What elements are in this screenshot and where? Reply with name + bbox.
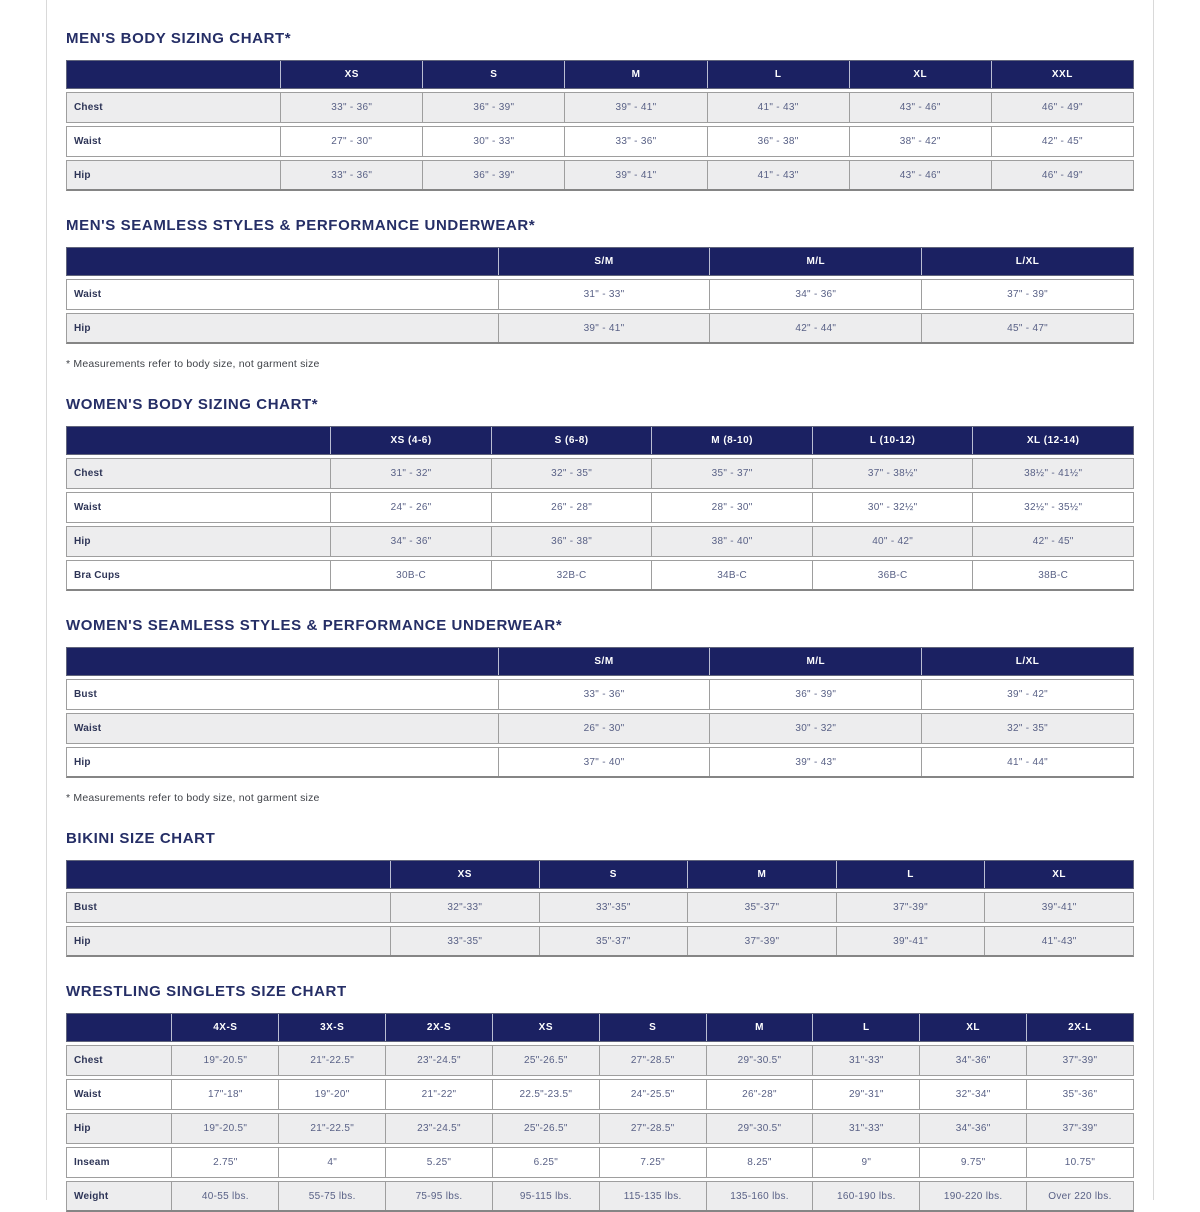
size-cell: 42" - 44": [709, 314, 921, 342]
size-cell: 55-75 lbs.: [278, 1182, 385, 1210]
size-cell: 95-115 lbs.: [492, 1182, 599, 1210]
size-cell: 40-55 lbs.: [171, 1182, 278, 1210]
size-cell: 25"-26.5": [492, 1114, 599, 1143]
column-header: L: [836, 861, 985, 888]
size-cell: 36B-C: [812, 561, 973, 589]
size-cell: 38½" - 41½": [972, 459, 1133, 488]
table-row: [66, 1181, 1134, 1212]
size-cell: 22.5"-23.5": [492, 1080, 599, 1109]
size-cell: 9": [812, 1148, 919, 1177]
table-header-row: [66, 647, 1134, 676]
table-header-row: [66, 60, 1134, 89]
row-label: Inseam: [74, 1157, 110, 1168]
size-cell: 46" - 49": [991, 93, 1133, 122]
mens-seamless-table: [66, 247, 1134, 344]
header-label-spacer: [67, 648, 498, 675]
column-header: S: [422, 61, 564, 88]
section-womens-body: [66, 396, 1134, 591]
bikini-size-table: [66, 860, 1134, 957]
size-cell: 39" - 41": [564, 93, 706, 122]
row-label: Waist: [74, 136, 102, 147]
size-cell: 31" - 32": [330, 459, 491, 488]
size-cell: 37" - 38½": [812, 459, 973, 488]
size-cell: 34" - 36": [330, 527, 491, 556]
size-cell: 42" - 45": [991, 127, 1133, 156]
row-label: Hip: [74, 322, 91, 334]
size-cell: 160-190 lbs.: [812, 1182, 919, 1210]
table-row: [66, 1113, 1134, 1144]
size-cell: 37"-39": [836, 893, 985, 922]
size-cell: 9.75": [919, 1148, 1026, 1177]
size-cell: 37"-39": [1026, 1114, 1133, 1143]
section-mens-seamless: [66, 217, 1134, 370]
size-cell: 2.75": [171, 1148, 278, 1177]
size-cell: 135-160 lbs.: [706, 1182, 813, 1210]
size-cell: 37"-39": [687, 927, 836, 955]
size-cell: 21"-22.5": [278, 1114, 385, 1143]
size-cell: 31" - 33": [498, 280, 710, 309]
size-cell: 19"-20.5": [171, 1114, 278, 1143]
row-label: Hip: [74, 1123, 91, 1134]
size-cell: 24"-25.5": [599, 1080, 706, 1109]
table-row: [66, 92, 1134, 123]
size-cell: Over 220 lbs.: [1026, 1182, 1133, 1210]
row-label: Chest: [74, 468, 103, 479]
size-cell: 31"-33": [812, 1114, 919, 1143]
header-label-spacer: [67, 248, 498, 275]
size-cell: 21"-22": [385, 1080, 492, 1109]
section-title-bikini: BIKINI SIZE CHART: [66, 830, 216, 847]
column-header: M/L: [709, 248, 921, 275]
column-header: 2X-L: [1026, 1014, 1133, 1041]
column-header: XS: [492, 1014, 599, 1041]
size-cell: 36" - 38": [707, 127, 849, 156]
row-label: Chest: [74, 102, 103, 113]
table-row: [66, 1147, 1134, 1178]
table-header-row: [66, 1013, 1134, 1042]
table-row: [66, 713, 1134, 744]
size-cell: 38" - 40": [651, 527, 812, 556]
row-label: Waist: [74, 502, 102, 513]
table-header-row: [66, 247, 1134, 276]
column-header: XL: [919, 1014, 1026, 1041]
size-cell: 19"-20.5": [171, 1046, 278, 1075]
header-label-spacer: [67, 61, 280, 88]
row-label: Hip: [74, 756, 91, 768]
womens-seamless-table: [66, 647, 1134, 778]
size-cell: 39" - 41": [498, 314, 710, 342]
size-cell: 26" - 30": [498, 714, 710, 743]
size-cell: 23"-24.5": [385, 1046, 492, 1075]
size-cell: 29"-30.5": [706, 1114, 813, 1143]
header-label-spacer: [67, 861, 390, 888]
size-cell: 29"-30.5": [706, 1046, 813, 1075]
size-cell: 26" - 28": [491, 493, 652, 522]
table-row: [66, 279, 1134, 310]
table-row: [66, 1045, 1134, 1076]
column-header: XS: [280, 61, 422, 88]
size-cell: 37"-39": [1026, 1046, 1133, 1075]
size-cell: 36" - 38": [491, 527, 652, 556]
column-header: M: [564, 61, 706, 88]
size-cell: 39" - 42": [921, 680, 1133, 709]
size-cell: 41" - 44": [921, 748, 1133, 776]
row-label: Waist: [74, 723, 102, 734]
row-label: Hip: [74, 935, 91, 947]
header-label-spacer: [67, 1014, 171, 1041]
size-cell: 33" - 36": [564, 127, 706, 156]
size-cell: 24" - 26": [330, 493, 491, 522]
measurements-footnote: * Measurements refer to body size, not garment size: [66, 792, 320, 804]
row-label: Bra Cups: [74, 569, 121, 581]
section-title-womens-body: WOMEN'S BODY SIZING CHART*: [66, 396, 319, 413]
table-row: [66, 679, 1134, 710]
table-row: [66, 160, 1134, 191]
wrestling-singlets-table: [66, 1013, 1134, 1212]
size-cell: 39" - 43": [709, 748, 921, 776]
size-cell: 30" - 33": [422, 127, 564, 156]
size-cell: 33" - 36": [498, 680, 710, 709]
size-cell: 35"-37": [539, 927, 688, 955]
size-cell: 32½" - 35½": [972, 493, 1133, 522]
table-row: [66, 926, 1134, 957]
size-cell: 4": [278, 1148, 385, 1177]
column-header: L/XL: [921, 248, 1133, 275]
size-cell: 30" - 32": [709, 714, 921, 743]
size-cell: 32" - 35": [921, 714, 1133, 743]
column-header: S: [539, 861, 688, 888]
column-header: S/M: [498, 648, 710, 675]
size-cell: 17"-18": [171, 1080, 278, 1109]
column-header: XS: [390, 861, 539, 888]
column-header: M: [687, 861, 836, 888]
size-cell: 38B-C: [972, 561, 1133, 589]
column-header: S: [599, 1014, 706, 1041]
size-cell: 40" - 42": [812, 527, 973, 556]
size-cell: 33" - 36": [280, 161, 422, 189]
size-cell: 43" - 46": [849, 93, 991, 122]
row-label: Bust: [74, 902, 98, 913]
size-cell: 41"-43": [984, 927, 1133, 955]
table-row: [66, 1079, 1134, 1110]
size-cell: 36" - 39": [422, 161, 564, 189]
size-cell: 190-220 lbs.: [919, 1182, 1026, 1210]
size-cell: 6.25": [492, 1148, 599, 1177]
size-cell: 75-95 lbs.: [385, 1182, 492, 1210]
size-cell: 34"-36": [919, 1114, 1026, 1143]
size-cell: 26"-28": [706, 1080, 813, 1109]
size-cell: 43" - 46": [849, 161, 991, 189]
size-cell: 33" - 36": [280, 93, 422, 122]
column-header: M/L: [709, 648, 921, 675]
table-row: [66, 560, 1134, 591]
row-label: Chest: [74, 1055, 103, 1066]
size-cell: 5.25": [385, 1148, 492, 1177]
size-cell: 45" - 47": [921, 314, 1133, 342]
size-cell: 31"-33": [812, 1046, 919, 1075]
size-cell: 35"-36": [1026, 1080, 1133, 1109]
section-title-mens-body: MEN'S BODY SIZING CHART*: [66, 30, 292, 47]
row-label: Hip: [74, 169, 91, 181]
size-cell: 32B-C: [491, 561, 652, 589]
column-header: L: [707, 61, 849, 88]
size-cell: 25"-26.5": [492, 1046, 599, 1075]
size-cell: 30B-C: [330, 561, 491, 589]
column-header: XL: [849, 61, 991, 88]
size-cell: 36" - 39": [422, 93, 564, 122]
measurements-footnote: * Measurements refer to body size, not garment size: [66, 358, 320, 370]
size-cell: 21"-22.5": [278, 1046, 385, 1075]
size-cell: 34B-C: [651, 561, 812, 589]
column-header: XS (4-6): [330, 427, 491, 454]
size-cell: 38" - 42": [849, 127, 991, 156]
column-header: M (8-10): [651, 427, 812, 454]
column-header: L/XL: [921, 648, 1133, 675]
column-header: L: [812, 1014, 919, 1041]
section-mens-body: [66, 30, 1134, 191]
table-header-row: [66, 860, 1134, 889]
row-label: Weight: [74, 1190, 109, 1202]
table-row: [66, 492, 1134, 523]
size-cell: 32"-33": [390, 893, 539, 922]
section-title-womens-seamless: WOMEN'S SEAMLESS STYLES & PERFORMANCE UNDERWEAR*: [66, 617, 563, 634]
size-cell: 29"-31": [812, 1080, 919, 1109]
table-row: [66, 526, 1134, 557]
size-cell: 42" - 45": [972, 527, 1133, 556]
size-cell: 30" - 32½": [812, 493, 973, 522]
column-header: L (10-12): [812, 427, 973, 454]
size-cell: 27"-28.5": [599, 1046, 706, 1075]
section-wrestling: [66, 983, 1134, 1212]
size-chart-page: [46, 0, 1154, 1200]
row-label: Waist: [74, 289, 102, 300]
table-header-row: [66, 426, 1134, 455]
size-cell: 115-135 lbs.: [599, 1182, 706, 1210]
size-cell: 39" - 41": [564, 161, 706, 189]
section-womens-seamless: [66, 617, 1134, 804]
table-row: [66, 458, 1134, 489]
column-header: 4X-S: [171, 1014, 278, 1041]
size-cell: 35"-37": [687, 893, 836, 922]
column-header: XL (12-14): [972, 427, 1133, 454]
size-cell: 41" - 43": [707, 161, 849, 189]
size-cell: 34" - 36": [709, 280, 921, 309]
womens-body-sizing-table: [66, 426, 1134, 591]
table-row: [66, 892, 1134, 923]
size-cell: 37" - 39": [921, 280, 1133, 309]
size-cell: 23"-24.5": [385, 1114, 492, 1143]
size-cell: 8.25": [706, 1148, 813, 1177]
table-row: [66, 126, 1134, 157]
section-title-wrestling: WRESTLING SINGLETS SIZE CHART: [66, 983, 347, 1000]
column-header: XL: [984, 861, 1133, 888]
size-cell: 27"-28.5": [599, 1114, 706, 1143]
column-header: XXL: [991, 61, 1133, 88]
row-label: Bust: [74, 689, 98, 700]
table-row: [66, 313, 1134, 344]
column-header: S (6-8): [491, 427, 652, 454]
size-cell: 35" - 37": [651, 459, 812, 488]
size-cell: 33"-35": [390, 927, 539, 955]
size-cell: 33"-35": [539, 893, 688, 922]
size-cell: 19"-20": [278, 1080, 385, 1109]
size-cell: 36" - 39": [709, 680, 921, 709]
row-label: Hip: [74, 536, 91, 547]
size-cell: 27" - 30": [280, 127, 422, 156]
size-cell: 37" - 40": [498, 748, 710, 776]
mens-body-sizing-table: [66, 60, 1134, 191]
header-label-spacer: [67, 427, 330, 454]
column-header: 2X-S: [385, 1014, 492, 1041]
size-cell: 7.25": [599, 1148, 706, 1177]
size-cell: 32"-34": [919, 1080, 1026, 1109]
row-label: Waist: [74, 1089, 102, 1100]
size-cell: 39"-41": [836, 927, 985, 955]
size-cell: 28" - 30": [651, 493, 812, 522]
size-cell: 32" - 35": [491, 459, 652, 488]
column-header: 3X-S: [278, 1014, 385, 1041]
size-cell: 41" - 43": [707, 93, 849, 122]
size-cell: 46" - 49": [991, 161, 1133, 189]
column-header: S/M: [498, 248, 710, 275]
table-row: [66, 747, 1134, 778]
size-cell: 39"-41": [984, 893, 1133, 922]
size-cell: 10.75": [1026, 1148, 1133, 1177]
section-title-mens-seamless: MEN'S SEAMLESS STYLES & PERFORMANCE UNDERWEAR*: [66, 217, 536, 234]
size-cell: 34"-36": [919, 1046, 1026, 1075]
section-bikini: [66, 830, 1134, 957]
column-header: M: [706, 1014, 813, 1041]
